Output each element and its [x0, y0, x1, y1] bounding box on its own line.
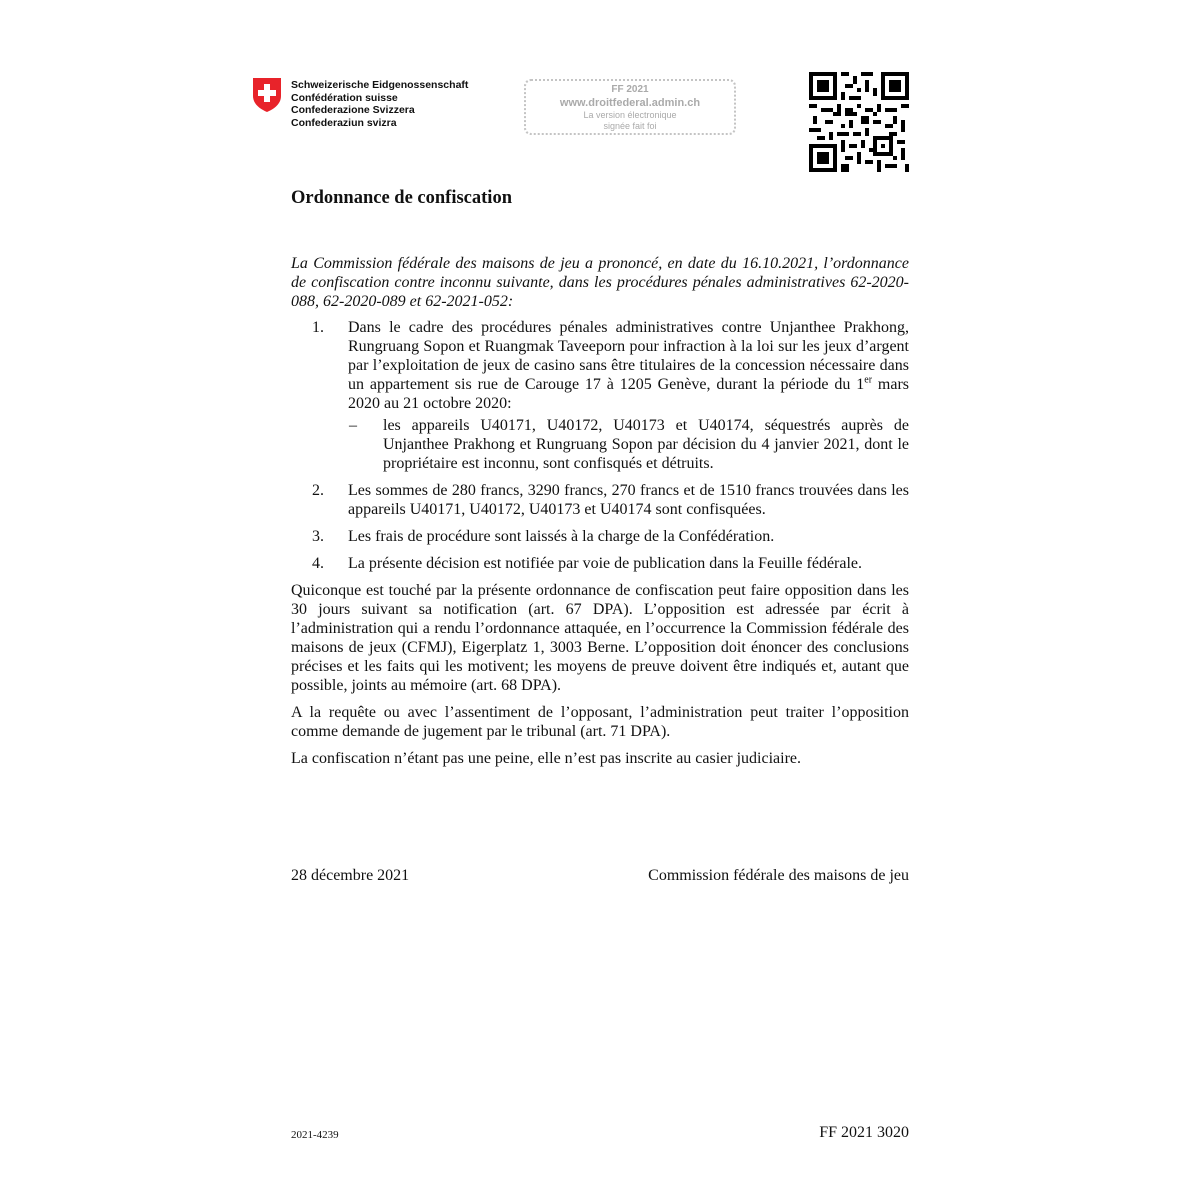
- document-date: 28 décembre 2021: [291, 867, 410, 884]
- item-number: 4.: [312, 555, 324, 572]
- list-item: [291, 481, 909, 519]
- signature-authority: Commission fédérale des maisons de jeu: [648, 867, 909, 884]
- confederation-names: [291, 79, 468, 129]
- item-number: 3.: [312, 528, 324, 545]
- list-item: [291, 318, 909, 473]
- tribunal-paragraph: A la requête ou avec l’assentiment de l’opposant, l’administration peut traiter l’opposition comme demande de jugement par le tribunal (art. 71 DPA).: [291, 704, 909, 740]
- confederation-name-it: Confederazione Svizzera: [291, 104, 415, 117]
- ff-reference: FF 2021 3020: [819, 1124, 909, 1141]
- sub-list: [348, 416, 909, 473]
- swiss-cross-shield-icon: [252, 77, 282, 113]
- item-text: Les frais de procédure sont laissés à la charge de la Confédération.: [348, 528, 775, 545]
- document-body: [291, 254, 909, 776]
- list-item: [291, 527, 909, 546]
- stamp-url: www.droitfederal.admin.ch: [559, 97, 701, 109]
- stamp-note-line2: signée fait foi: [603, 121, 657, 131]
- document-number: 2021-4239: [291, 1129, 339, 1141]
- item-text: La présente décision est notifiée par voie de publication dans la Feuille fédérale.: [348, 555, 863, 572]
- opposition-paragraph: Quiconque est touché par la présente ordonnance de confiscation peut faire opposition dans les 30 jours suivant sa notification (art. 67 DPA). L’opposition est adressée par écrit à l’administration qui a rendu l’ordonnance attaquée, en l’occurrence la Commission fédérale des maisons de jeux (CFMJ), Eigerplatz 1, 3003 Berne. L’opposition doit énoncer des conclusions précises et les faits qui les motivent; les moyens de preuve doivent être indiqués et, autant que possible, joints au mémoire (art. 68 DPA).: [291, 582, 909, 694]
- confederation-name-rm: Confederaziun svizra: [291, 116, 397, 129]
- qr-code-icon: [809, 72, 909, 172]
- item-text: Dans le cadre des procédures pénales administratives contre Unjanthee Prakhong, Rungruang Sopon et Ruangmak Taveeporn pour infraction à la loi sur les jeux d’argent par l’exploitation de jeux de casino sans être titulaires de la concession nécessaire dans un appartement sis rue de Carouge 17 à 1205 Genève, durant la période du 1: [348, 319, 909, 393]
- item-number: 2.: [312, 482, 324, 499]
- list-item: [291, 554, 909, 573]
- sub-list-item: [348, 416, 909, 473]
- decision-items: [291, 318, 909, 573]
- dash-bullet: –: [349, 417, 357, 434]
- criminal-record-paragraph: La confiscation n’étant pas une peine, elle n’est pas inscrite au casier judiciaire.: [291, 750, 802, 767]
- item-text: Les sommes de 280 francs, 3290 francs, 270 francs et de 1510 francs trouvées dans les appareils U40171, U40172, U40173 et U40174 sont confisquées.: [348, 482, 909, 518]
- ordinal-suffix: er: [864, 374, 873, 386]
- item-text-continued: mars 2020 au 21 octobre 2020:: [348, 376, 910, 412]
- electronic-signature-stamp: [524, 79, 736, 135]
- confederation-name-fr: Confédération suisse: [291, 91, 398, 104]
- sub-item-text: les appareils U40171, U40172, U40173 et U40174, séquestrés auprès de Unjanthee Prakhong et Rungruang Sopon par décision du 4 janvier 2021, dont le propriétaire est inconnu, sont confisqués et détruits.: [383, 417, 909, 472]
- document-title: Ordonnance de confiscation: [291, 188, 512, 208]
- item-number: 1.: [312, 319, 324, 336]
- stamp-publication: FF 2021: [611, 84, 649, 95]
- stamp-note-line1: La version électronique: [583, 110, 677, 120]
- confederation-name-de: Schweizerische Eidgenossenschaft: [291, 79, 469, 91]
- intro-paragraph: La Commission fédérale des maisons de jeu a prononcé, en date du 16.10.2021, l’ordonnance de confiscation contre inconnu suivante, dans les procédures pénales administratives 62-2020-088, 62-2020-089 et 62-2021-052:: [291, 255, 909, 310]
